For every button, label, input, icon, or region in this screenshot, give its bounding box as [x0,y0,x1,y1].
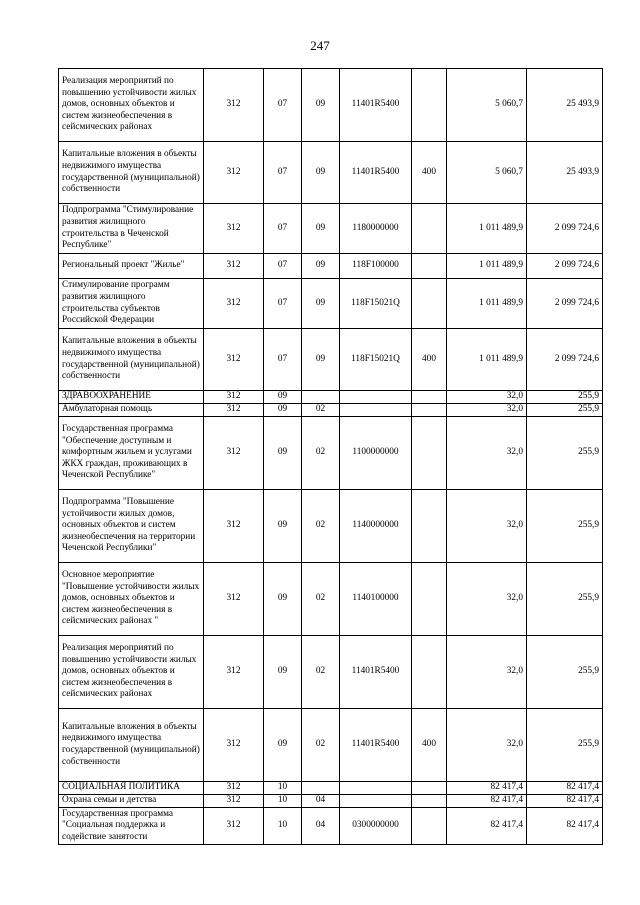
row-ved-code: 312 [204,69,264,142]
row-name: Охрана семьи и детства [59,795,204,808]
row-amount-1: 32,0 [447,417,527,490]
row-amount-1: 82 417,4 [447,795,527,808]
row-subsection-code: 02 [302,404,340,417]
table-row [59,782,603,795]
row-amount-2: 255,9 [527,490,603,563]
row-section-code: 07 [264,142,302,204]
row-target-article: 1140000000 [340,490,412,563]
row-section-code: 09 [264,490,302,563]
row-amount-1: 82 417,4 [447,808,527,845]
row-ved-code: 312 [204,709,264,782]
row-subsection-code: 09 [302,329,340,391]
table-row [59,329,603,391]
row-name: Амбулаторная помощь [59,404,204,417]
row-amount-2: 25 493,9 [527,142,603,204]
table-row [59,417,603,490]
row-subsection-code: 09 [302,142,340,204]
row-amount-2: 82 417,4 [527,795,603,808]
row-expense-type: 400 [412,329,447,391]
row-subsection-code: 02 [302,490,340,563]
row-subsection-code: 09 [302,279,340,329]
row-amount-2: 255,9 [527,636,603,709]
row-ved-code: 312 [204,404,264,417]
row-target-article: 11401R5400 [340,69,412,142]
row-amount-1: 1 011 489,9 [447,204,527,254]
row-amount-1: 32,0 [447,636,527,709]
row-name: Реализация мероприятий по повышению устойчивости жилых домов, основных объектов и систем жизнеобеспечения в сейсмических районах [59,636,204,709]
row-target-article [340,782,412,795]
row-amount-2: 2 099 724,6 [527,329,603,391]
row-expense-type [412,204,447,254]
row-section-code: 07 [264,329,302,391]
row-subsection-code: 02 [302,636,340,709]
row-amount-2: 255,9 [527,391,603,404]
row-target-article: 1180000000 [340,204,412,254]
row-expense-type [412,808,447,845]
table-row [59,254,603,279]
row-subsection-code: 09 [302,69,340,142]
row-target-article: 118F100000 [340,254,412,279]
row-target-article: 0300000000 [340,808,412,845]
row-expense-type [412,417,447,490]
row-name: ЗДРАВООХРАНЕНИЕ [59,391,204,404]
row-subsection-code: 09 [302,254,340,279]
row-expense-type [412,795,447,808]
table-row [59,709,603,782]
row-target-article: 11401R5400 [340,142,412,204]
table-row [59,142,603,204]
table-row [59,795,603,808]
row-amount-1: 82 417,4 [447,782,527,795]
row-name: Государственная программа "Обеспечение доступным и комфортным жильем и услугами ЖКХ граждан, проживающих в Чеченской Республике" [59,417,204,490]
table-body [59,69,603,845]
row-section-code: 07 [264,254,302,279]
row-section-code: 07 [264,69,302,142]
row-expense-type [412,490,447,563]
row-name: Капитальные вложения в объекты недвижимого имущества государственной (муниципальной) собственности [59,142,204,204]
row-target-article: 11401R5400 [340,636,412,709]
row-name: Подпрограмма "Стимулирование развития жилищного строительства в Чеченской Республике" [59,204,204,254]
row-ved-code: 312 [204,204,264,254]
row-expense-type [412,254,447,279]
row-name: Капитальные вложения в объекты недвижимого имущества государственной (муниципальной) собственности [59,329,204,391]
row-subsection-code: 02 [302,563,340,636]
table-row [59,391,603,404]
row-subsection-code: 02 [302,417,340,490]
row-section-code: 09 [264,636,302,709]
row-name: Основное мероприятие "Повышение устойчивости жилых домов, основных объектов и систем жизнеобеспечения в сейсмических районах " [59,563,204,636]
row-name: Подпрограмма "Повышение устойчивости жилых домов, основных объектов и систем жизнеобеспечения на территории Чеченской Республики" [59,490,204,563]
row-amount-2: 82 417,4 [527,782,603,795]
row-amount-2: 2 099 724,6 [527,279,603,329]
row-section-code: 10 [264,782,302,795]
row-ved-code: 312 [204,782,264,795]
row-subsection-code [302,391,340,404]
row-ved-code: 312 [204,279,264,329]
row-subsection-code: 09 [302,204,340,254]
row-target-article: 118F15021Q [340,329,412,391]
row-subsection-code: 04 [302,808,340,845]
row-name: Региональный проект "Жилье" [59,254,204,279]
table-row [59,69,603,142]
row-name: Государственная программа "Социальная поддержка и содействие занятости [59,808,204,845]
row-ved-code: 312 [204,490,264,563]
row-ved-code: 312 [204,636,264,709]
table-row [59,279,603,329]
row-amount-2: 2 099 724,6 [527,204,603,254]
row-ved-code: 312 [204,329,264,391]
row-ved-code: 312 [204,142,264,204]
row-amount-1: 5 060,7 [447,69,527,142]
row-ved-code: 312 [204,808,264,845]
row-target-article [340,391,412,404]
row-section-code: 09 [264,404,302,417]
row-section-code: 09 [264,391,302,404]
row-amount-1: 32,0 [447,563,527,636]
row-name: СОЦИАЛЬНАЯ ПОЛИТИКА [59,782,204,795]
row-target-article: 118F15021Q [340,279,412,329]
row-amount-2: 25 493,9 [527,69,603,142]
row-target-article [340,404,412,417]
budget-table [58,68,603,845]
row-expense-type [412,391,447,404]
row-section-code: 10 [264,795,302,808]
row-name: Реализация мероприятий по повышению устойчивости жилых домов, основных объектов и систем жизнеобеспечения в сейсмических районах [59,69,204,142]
row-section-code: 07 [264,279,302,329]
row-name: Стимулирование программ развития жилищного строительства субъектов Российской Федерации [59,279,204,329]
row-expense-type [412,782,447,795]
row-amount-1: 32,0 [447,404,527,417]
row-amount-1: 1 011 489,9 [447,329,527,391]
row-amount-2: 255,9 [527,404,603,417]
row-ved-code: 312 [204,563,264,636]
page-number: 247 [310,38,330,53]
row-expense-type: 400 [412,709,447,782]
row-expense-type [412,636,447,709]
row-expense-type: 400 [412,142,447,204]
row-target-article [340,795,412,808]
table-row [59,808,603,845]
row-amount-2: 255,9 [527,417,603,490]
row-amount-1: 32,0 [447,709,527,782]
table-row [59,404,603,417]
row-ved-code: 312 [204,254,264,279]
row-amount-1: 1 011 489,9 [447,279,527,329]
row-amount-1: 1 011 489,9 [447,254,527,279]
row-expense-type [412,404,447,417]
row-name: Капитальные вложения в объекты недвижимого имущества государственной (муниципальной) собственности [59,709,204,782]
row-amount-2: 255,9 [527,709,603,782]
row-amount-1: 32,0 [447,391,527,404]
row-target-article: 11401R5400 [340,709,412,782]
row-amount-1: 32,0 [447,490,527,563]
row-section-code: 10 [264,808,302,845]
row-subsection-code: 04 [302,795,340,808]
row-subsection-code: 02 [302,709,340,782]
table-row [59,636,603,709]
row-amount-2: 2 099 724,6 [527,254,603,279]
row-ved-code: 312 [204,417,264,490]
row-expense-type [412,69,447,142]
table-row [59,563,603,636]
table-row [59,490,603,563]
row-target-article: 1100000000 [340,417,412,490]
row-amount-2: 82 417,4 [527,808,603,845]
row-section-code: 09 [264,709,302,782]
table-row [59,204,603,254]
row-section-code: 07 [264,204,302,254]
row-target-article: 1140100000 [340,563,412,636]
row-amount-2: 255,9 [527,563,603,636]
row-ved-code: 312 [204,391,264,404]
row-expense-type [412,279,447,329]
row-expense-type [412,563,447,636]
row-amount-1: 5 060,7 [447,142,527,204]
row-section-code: 09 [264,563,302,636]
row-section-code: 09 [264,417,302,490]
row-subsection-code [302,782,340,795]
row-ved-code: 312 [204,795,264,808]
